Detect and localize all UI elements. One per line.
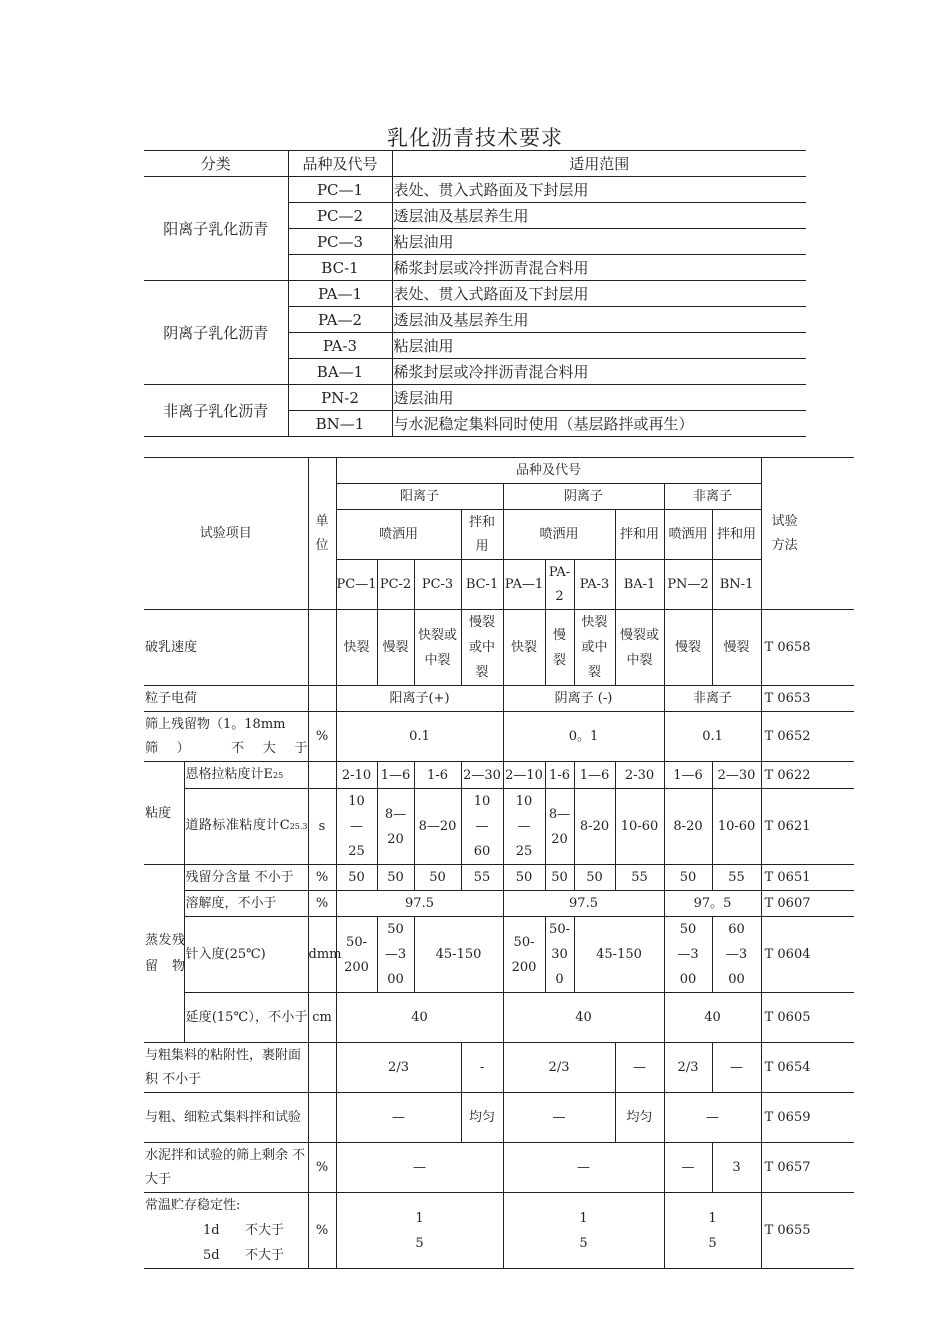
value-cell: 40 xyxy=(336,993,503,1043)
table-row xyxy=(144,177,806,203)
value-text: 10—25 xyxy=(515,794,533,859)
mix-header-text: 拌和用 xyxy=(469,514,496,554)
method-header-text: 试验方法 xyxy=(771,513,798,553)
value-cell: - xyxy=(461,1043,503,1093)
value-1d: 1 xyxy=(708,1210,717,1226)
engler-sub: 25 xyxy=(273,771,284,780)
unit-cell: s xyxy=(308,789,336,865)
value-text: 50—300 xyxy=(384,922,407,987)
unit-cell: % xyxy=(308,1193,336,1269)
sub-label: 溶解度，不小于 xyxy=(184,891,308,917)
header-cation: 阳离子 xyxy=(336,484,503,510)
storage-1d: 1d xyxy=(203,1223,220,1238)
value-cell xyxy=(664,917,712,993)
value-cell xyxy=(461,610,503,686)
value-cell: 8—20 xyxy=(414,789,461,865)
value-5d: 5 xyxy=(415,1235,424,1251)
code-cell: PC—1 xyxy=(288,177,392,203)
value-cell: — xyxy=(664,1143,712,1193)
code-cell: PC-3 xyxy=(414,560,461,610)
value-cell: — xyxy=(615,1043,664,1093)
value-cell: 10-60 xyxy=(712,789,761,865)
row-label: 与粗集料的粘附性，裹附面积 不小于 xyxy=(144,1043,308,1093)
value-cell: 2-30 xyxy=(615,762,664,789)
value-cell xyxy=(503,917,545,993)
unit-cell xyxy=(308,1043,336,1093)
unit-cell xyxy=(308,762,336,789)
value-cell: 慢裂 xyxy=(377,610,414,686)
value-cell: 阳离子(+) xyxy=(336,686,503,712)
code-cell: BA—1 xyxy=(288,359,392,385)
road-label: 道路标准粘度计C xyxy=(185,818,290,833)
method-cell: T 0652 xyxy=(761,712,854,762)
usage-cell: 粘层油用 xyxy=(392,229,806,255)
value-cell: 1—6 xyxy=(574,762,615,789)
value-cell: 55 xyxy=(615,865,664,891)
unit-cell xyxy=(308,610,336,686)
code-cell: PN—2 xyxy=(664,560,712,610)
code-cell: PA—2 xyxy=(288,307,392,333)
usage-cell: 稀浆封层或冷拌沥青混合料用 xyxy=(392,255,806,281)
unit-cell xyxy=(308,1093,336,1143)
value-cell: 快裂 xyxy=(336,610,377,686)
value-cell: 8-20 xyxy=(664,789,712,865)
usage-cell: 表处、贯入式路面及下封层用 xyxy=(392,177,806,203)
value-cell: 55 xyxy=(712,865,761,891)
code-cell: BA-1 xyxy=(615,560,664,610)
usage-table xyxy=(144,150,806,437)
value-cell: 快裂 xyxy=(503,610,545,686)
method-cell: T 0621 xyxy=(761,789,854,865)
code-cell: PA—1 xyxy=(503,560,545,610)
value-text: 8—20 xyxy=(548,806,571,847)
value-cell xyxy=(336,1193,503,1269)
unit-cell: % xyxy=(308,1143,336,1193)
table-row xyxy=(144,610,854,686)
value-cell: 50 xyxy=(503,865,545,891)
value-1d: 1 xyxy=(415,1210,424,1226)
header-spray: 喷洒用 xyxy=(336,510,461,560)
value-cell: 40 xyxy=(503,993,664,1043)
header-nonion: 非离子 xyxy=(664,484,761,510)
header-mix xyxy=(461,510,503,560)
table-row xyxy=(144,762,854,789)
value-text: 快裂或中裂 xyxy=(418,627,458,668)
value-cell: 10-60 xyxy=(615,789,664,865)
table-row xyxy=(144,281,806,307)
table-row xyxy=(144,712,854,762)
row-label xyxy=(144,865,184,1043)
code-text: PA-2 xyxy=(548,564,571,604)
value-cell: 8-20 xyxy=(574,789,615,865)
value-cell: 45-150 xyxy=(574,917,664,993)
value-cell: — xyxy=(336,1093,461,1143)
method-cell: T 0657 xyxy=(761,1143,854,1193)
value-cell xyxy=(377,917,414,993)
value-cell xyxy=(503,789,545,865)
code-cell: PC—1 xyxy=(336,560,377,610)
sub-label: 针入度(25℃) xyxy=(184,917,308,993)
code-cell: PC-2 xyxy=(377,560,414,610)
value-cell: 0.1 xyxy=(664,712,761,762)
value-cell: 2—30 xyxy=(712,762,761,789)
value-cell: 1-6 xyxy=(545,762,574,789)
value-cell xyxy=(615,610,664,686)
method-cell: T 0654 xyxy=(761,1043,854,1093)
header-spray: 喷洒用 xyxy=(664,510,712,560)
method-cell: T 0607 xyxy=(761,891,854,917)
usage-cell: 粘层油用 xyxy=(392,333,806,359)
value-cell: 2/3 xyxy=(503,1043,615,1093)
value-cell: 2—30 xyxy=(461,762,503,789)
code-cell: BN—1 xyxy=(288,411,392,437)
table-row xyxy=(144,1093,854,1143)
header-code: 品种及代号 xyxy=(288,151,392,177)
value-5d: 5 xyxy=(708,1235,717,1251)
value-5d: 5 xyxy=(579,1235,588,1251)
table-header-row xyxy=(144,458,854,484)
header-mix: 拌和用 xyxy=(615,510,664,560)
table-row xyxy=(144,865,854,891)
code-cell: PC—2 xyxy=(288,203,392,229)
unit-cell: % xyxy=(308,712,336,762)
unit-header-text: 单位 xyxy=(315,513,329,553)
value-cell: 2—10 xyxy=(503,762,545,789)
header-category: 分类 xyxy=(144,151,288,177)
header-unit xyxy=(308,458,336,610)
value-cell: 1-6 xyxy=(414,762,461,789)
usage-cell: 透层油及基层养生用 xyxy=(392,307,806,333)
value-text: 50-300 xyxy=(549,922,570,987)
table-row xyxy=(144,917,854,993)
code-cell: PA-3 xyxy=(574,560,615,610)
value-cell: 55 xyxy=(461,865,503,891)
value-cell: 3 xyxy=(712,1143,761,1193)
value-cell: 2-10 xyxy=(336,762,377,789)
code-cell: BN-1 xyxy=(712,560,761,610)
row-label xyxy=(144,1193,308,1269)
unit-cell: dmm xyxy=(308,917,336,993)
value-text: 10—60 xyxy=(473,794,491,859)
sub-label: 延度(15℃），不小于 xyxy=(184,993,308,1043)
value-cell: 97.5 xyxy=(336,891,503,917)
table-row xyxy=(144,1143,854,1193)
value-cell: 0.1 xyxy=(336,712,503,762)
engler-label: 恩格拉粘度计E xyxy=(185,767,273,782)
value-cell xyxy=(336,789,377,865)
value-cell: 非离子 xyxy=(664,686,761,712)
value-cell xyxy=(712,917,761,993)
row-label: 与粗、细粒式集料拌和试验 xyxy=(144,1093,308,1143)
value-cell: 97。5 xyxy=(664,891,761,917)
value-cell xyxy=(336,917,377,993)
value-cell: 2/3 xyxy=(664,1043,712,1093)
spec-table xyxy=(144,457,854,1269)
unit-cell: % xyxy=(308,891,336,917)
value-cell xyxy=(545,917,574,993)
value-cell: 97.5 xyxy=(503,891,664,917)
page-title: 乳化沥青技术要求 xyxy=(387,126,563,150)
header-method xyxy=(761,458,854,610)
value-text: 50-200 xyxy=(344,934,369,975)
code-cell: PA-3 xyxy=(288,333,392,359)
value-text: 慢裂或中裂 xyxy=(469,615,496,680)
table-row xyxy=(144,385,806,411)
value-cell: 慢裂 xyxy=(712,610,761,686)
table-row xyxy=(144,686,854,712)
method-cell: T 0604 xyxy=(761,917,854,993)
unit-cell: % xyxy=(308,865,336,891)
value-cell xyxy=(574,610,615,686)
value-cell xyxy=(545,610,574,686)
code-cell: PC—3 xyxy=(288,229,392,255)
row-label: 破乳速度 xyxy=(144,610,308,686)
value-cell: 45-150 xyxy=(414,917,503,993)
header-anion: 阴离子 xyxy=(503,484,664,510)
method-cell: T 0605 xyxy=(761,993,854,1043)
value-cell: 50 xyxy=(545,865,574,891)
table-header-row xyxy=(144,151,806,177)
category-cell: 非离子乳化沥青 xyxy=(144,385,288,437)
usage-cell: 与水泥稳定集料同时使用（基层路拌或再生） xyxy=(392,411,806,437)
value-cell: — xyxy=(503,1143,664,1193)
value-text: 快裂或中裂 xyxy=(581,615,608,680)
value-cell: 均匀 xyxy=(615,1093,664,1143)
value-text: 10—25 xyxy=(348,794,365,859)
table-row xyxy=(144,1193,854,1269)
unit-cell xyxy=(308,686,336,712)
residue-label-text: 蒸发残留物 xyxy=(145,932,185,974)
value-cell: — xyxy=(336,1143,503,1193)
table-row xyxy=(144,789,854,865)
method-cell: T 0622 xyxy=(761,762,854,789)
code-cell: PA—1 xyxy=(288,281,392,307)
value-cell xyxy=(664,1193,761,1269)
sub-label xyxy=(184,762,308,789)
value-cell: — xyxy=(664,1093,761,1143)
method-cell: T 0653 xyxy=(761,686,854,712)
value-cell: — xyxy=(712,1043,761,1093)
value-cell: 50 xyxy=(377,865,414,891)
value-cell: 50 xyxy=(664,865,712,891)
value-cell xyxy=(545,789,574,865)
header-test-item: 试验项目 xyxy=(144,458,308,610)
value-cell: 50 xyxy=(574,865,615,891)
value-text: 慢裂 xyxy=(553,627,567,668)
code-cell: PN-2 xyxy=(288,385,392,411)
row-label: 粘度 xyxy=(144,762,184,865)
storage-5d-limit: 不大于 xyxy=(245,1248,285,1263)
category-cell: 阴离子乳化沥青 xyxy=(144,281,288,385)
storage-1d-limit: 不大于 xyxy=(245,1223,285,1238)
table-row xyxy=(144,891,854,917)
unit-cell: cm xyxy=(308,993,336,1043)
method-cell: T 0659 xyxy=(761,1093,854,1143)
method-cell: T 0658 xyxy=(761,610,854,686)
code-cell: BC-1 xyxy=(461,560,503,610)
header-mix: 拌和用 xyxy=(712,510,761,560)
value-cell: 1—6 xyxy=(377,762,414,789)
code-cell xyxy=(545,560,574,610)
usage-cell: 稀浆封层或冷拌沥青混合料用 xyxy=(392,359,806,385)
header-spray: 喷洒用 xyxy=(503,510,615,560)
value-cell: 0。1 xyxy=(503,712,664,762)
value-cell: 1—6 xyxy=(664,762,712,789)
table-row xyxy=(144,993,854,1043)
value-cell: 均匀 xyxy=(461,1093,503,1143)
row-label: 筛上残留物（1。18mm筛） 不大于 xyxy=(144,712,308,762)
road-sub: 25.3 xyxy=(289,822,308,831)
value-cell: 50 xyxy=(336,865,377,891)
storage-5d: 5d xyxy=(203,1248,220,1263)
category-cell: 阳离子乳化沥青 xyxy=(144,177,288,281)
method-cell: T 0651 xyxy=(761,865,854,891)
value-text: 8—20 xyxy=(384,806,407,847)
sub-label: 残留分含量 不小于 xyxy=(184,865,308,891)
value-cell: 50 xyxy=(414,865,461,891)
value-cell: 阴离子 (-) xyxy=(503,686,664,712)
value-text: 慢裂或中裂 xyxy=(620,627,660,668)
usage-cell: 表处、贯入式路面及下封层用 xyxy=(392,281,806,307)
value-cell xyxy=(461,789,503,865)
row-label: 水泥拌和试验的筛上剩余 不大于 xyxy=(144,1143,308,1193)
value-text: 50-200 xyxy=(511,934,537,975)
value-text: 60—300 xyxy=(725,922,748,987)
value-text: 50—300 xyxy=(677,922,699,987)
value-cell: 2/3 xyxy=(336,1043,461,1093)
storage-label: 常温贮存稳定性: xyxy=(145,1198,241,1213)
value-cell xyxy=(503,1193,664,1269)
value-cell: — xyxy=(503,1093,615,1143)
method-cell: T 0655 xyxy=(761,1193,854,1269)
value-1d: 1 xyxy=(579,1210,588,1226)
sub-label xyxy=(184,789,308,865)
table-row xyxy=(144,1043,854,1093)
code-cell: BC-1 xyxy=(288,255,392,281)
header-variety: 品种及代号 xyxy=(336,458,761,484)
header-usage: 适用范围 xyxy=(392,151,806,177)
usage-cell: 透层油用 xyxy=(392,385,806,411)
value-cell xyxy=(377,789,414,865)
row-label: 粒子电荷 xyxy=(144,686,308,712)
value-cell: 40 xyxy=(664,993,761,1043)
value-cell xyxy=(414,610,461,686)
value-cell: 慢裂 xyxy=(664,610,712,686)
usage-cell: 透层油及基层养生用 xyxy=(392,203,806,229)
